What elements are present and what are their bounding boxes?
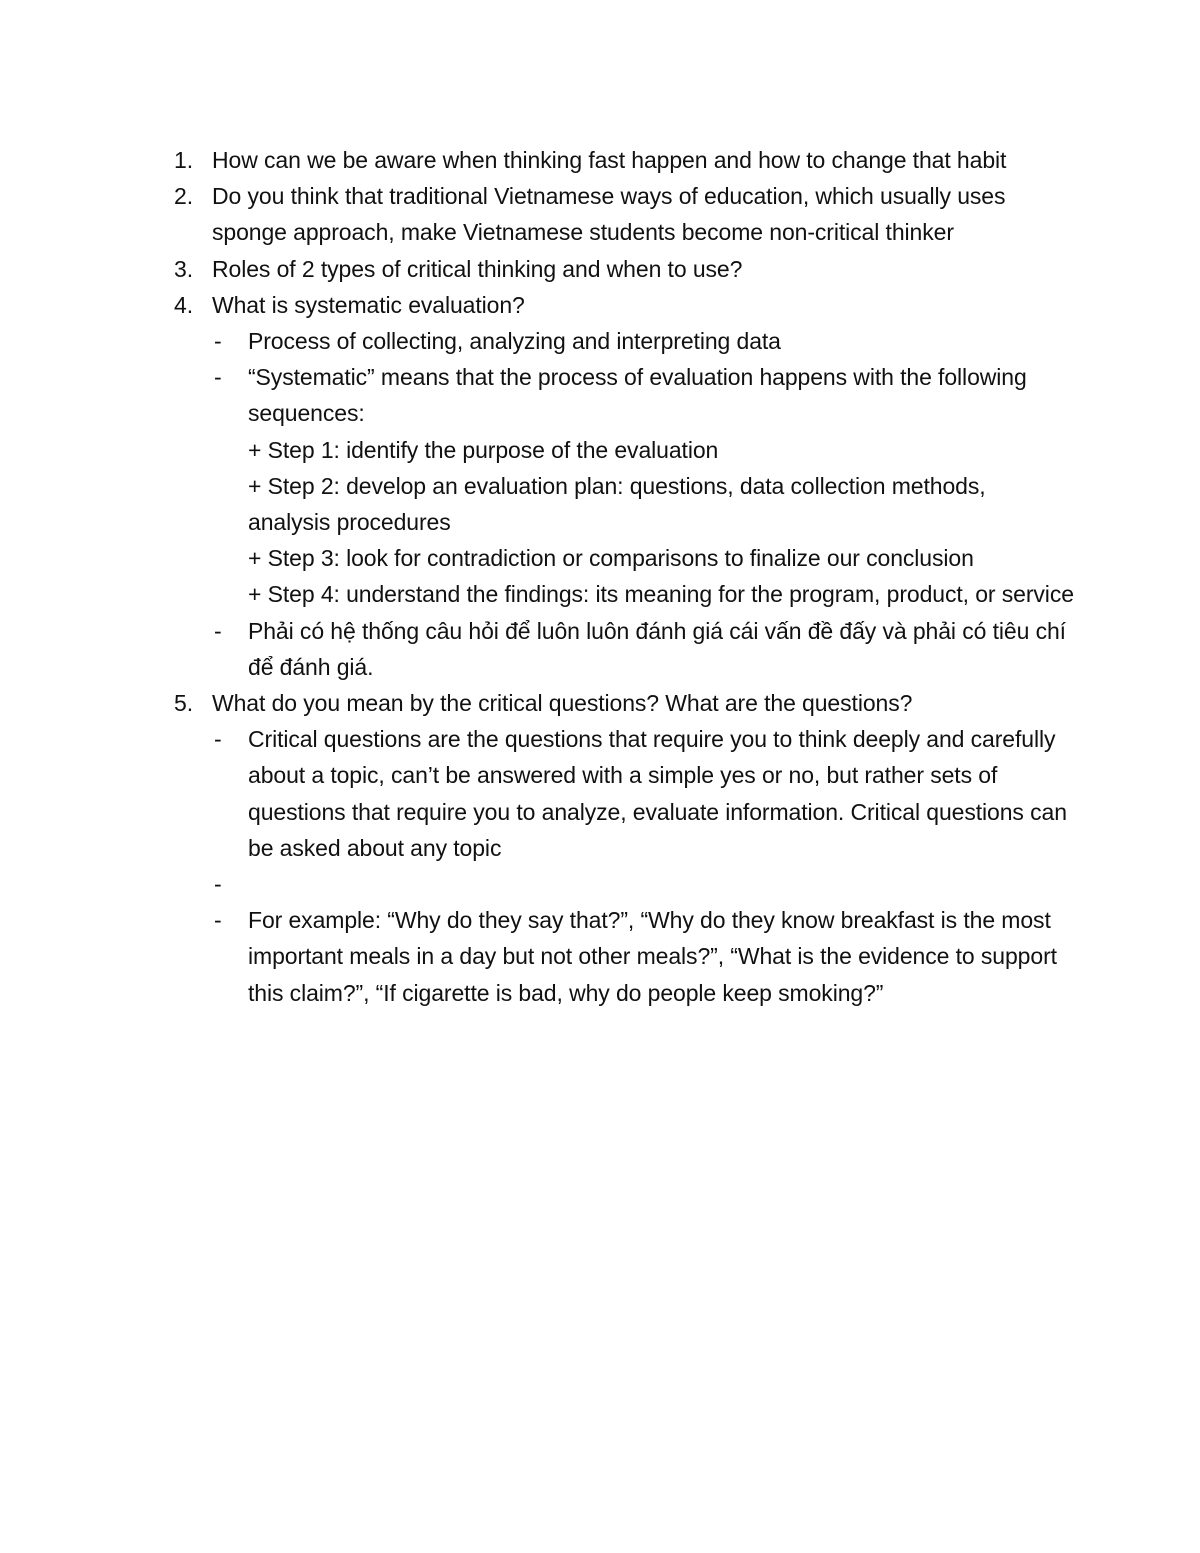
bullet-text: “Systematic” means that the process of evaluation happens with the following sequences: xyxy=(248,364,1027,427)
list-item-text: Roles of 2 types of critical thinking and when to use? xyxy=(212,255,743,282)
question-list xyxy=(174,142,1074,1011)
list-item-2 xyxy=(174,178,1074,250)
bullet-item xyxy=(174,721,1074,866)
list-item-1 xyxy=(174,142,1074,178)
bullet-dash: - xyxy=(214,328,222,355)
step-text: + Step 4: understand the findings: its meaning for the program, product, or service xyxy=(248,581,1074,608)
step-item-2 xyxy=(174,468,1074,540)
bullet-text: Process of collecting, analyzing and interpreting data xyxy=(248,328,781,355)
bullet-dash: - xyxy=(214,726,222,753)
list-number: 3. xyxy=(174,255,193,282)
step-text: + Step 2: develop an evaluation plan: questions, data collection methods, analysis procedures xyxy=(248,472,986,536)
bullet-item xyxy=(174,359,1074,431)
bullet-text: For example: “Why do they say that?”, “Why do they know breakfast is the most important meals in a day but not other meals?”, “What is the evidence to support this claim?”, “If cigarette is bad, why do people keep smoking?” xyxy=(248,907,1057,1006)
list-number: 4. xyxy=(174,291,193,318)
bullet-item xyxy=(174,902,1074,1011)
step-item-3 xyxy=(174,540,1074,576)
bullet-dash: - xyxy=(214,907,222,934)
list-item-5 xyxy=(174,685,1074,721)
empty-bullet-item xyxy=(174,866,1074,902)
list-item-text: What is systematic evaluation? xyxy=(212,291,525,318)
list-item-text: Do you think that traditional Vietnamese ways of education, which usually uses sponge approach, make Vietnamese students become non-critical thinker xyxy=(212,183,1006,246)
list-number: 5. xyxy=(174,690,193,717)
step-text: + Step 3: look for contradiction or comparisons to finalize our conclusion xyxy=(248,545,974,572)
step-text: + Step 1: identify the purpose of the evaluation xyxy=(248,436,719,463)
bullet-text: Phải có hệ thống câu hỏi để luôn luôn đánh giá cái vấn đề đấy và phải có tiêu chí để đánh giá. xyxy=(248,617,1066,680)
list-number: 2. xyxy=(174,183,193,210)
bullet-item xyxy=(174,613,1074,685)
step-item-4 xyxy=(174,576,1074,612)
list-item-text: What do you mean by the critical questions? What are the questions? xyxy=(212,690,913,717)
bullet-dash: - xyxy=(214,871,222,898)
bullet-text: Critical questions are the questions that require you to think deeply and carefully about a topic, can’t be answered with a simple yes or no, but rather sets of questions that require you to analyze, evaluate information. Critical questions can be asked about any topic xyxy=(248,726,1067,861)
list-item-4 xyxy=(174,287,1074,323)
bullet-dash: - xyxy=(214,364,222,391)
step-item-1 xyxy=(174,432,1074,468)
list-item-text: How can we be aware when thinking fast happen and how to change that habit xyxy=(212,147,1007,173)
bullet-dash: - xyxy=(214,617,222,644)
bullet-item xyxy=(174,323,1074,359)
list-number: 1. xyxy=(174,147,193,173)
list-item-3 xyxy=(174,251,1074,287)
